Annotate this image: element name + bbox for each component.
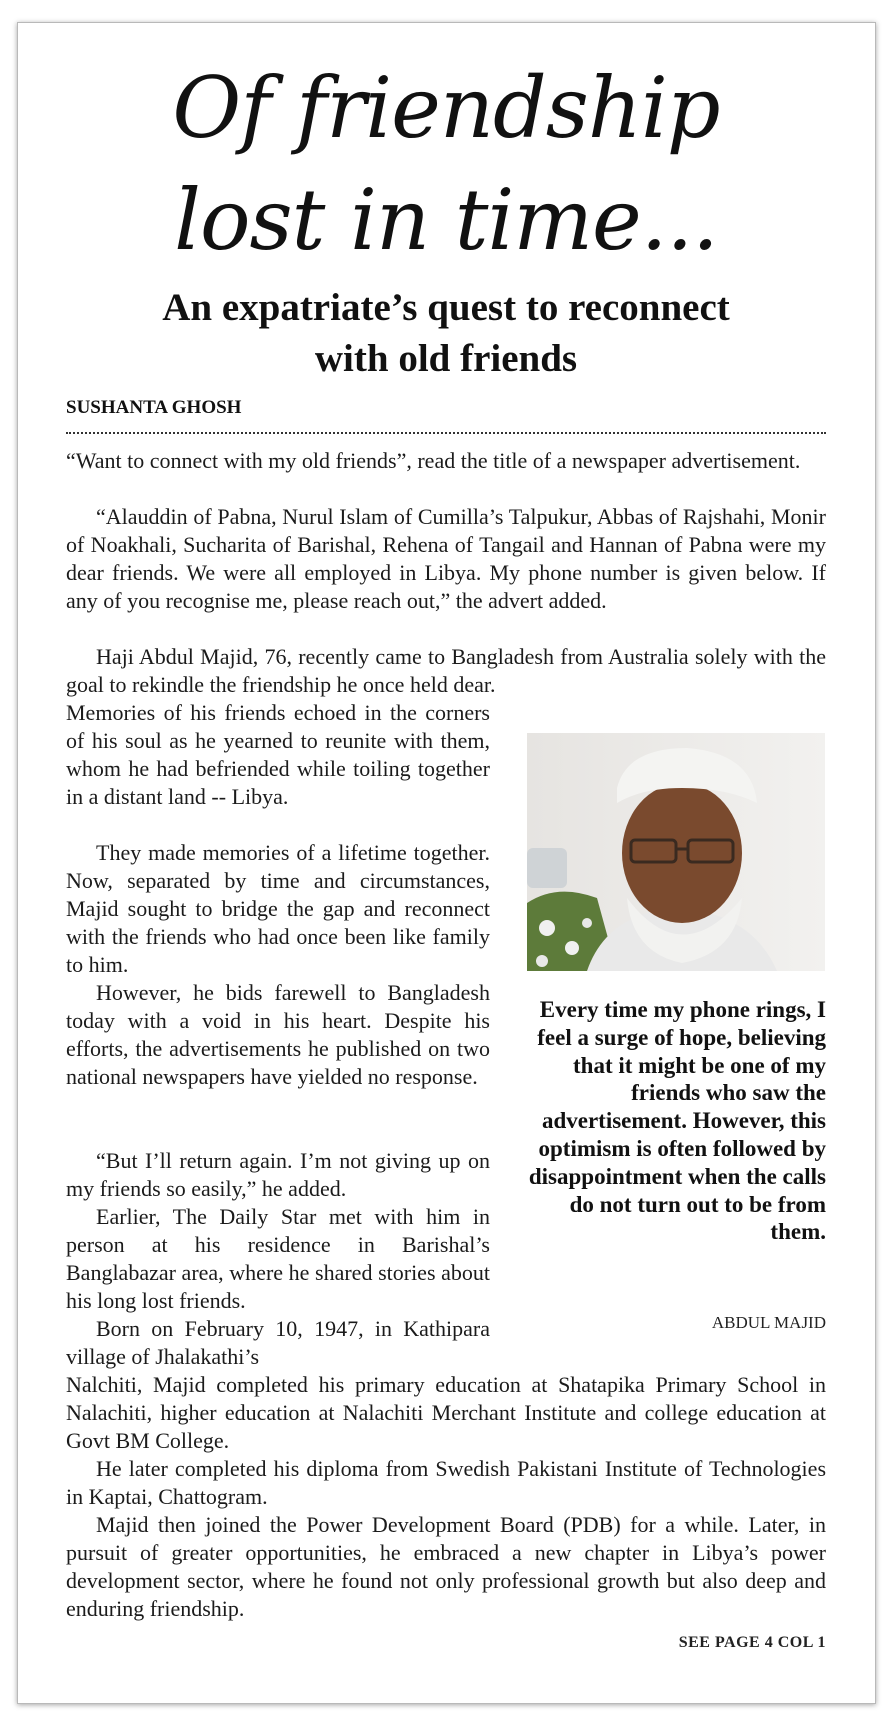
pull-quote-attribution: ABDUL MAJID bbox=[711, 1313, 826, 1332]
subheadline-line-2: with old friends bbox=[314, 337, 578, 380]
paragraph-8-start: Born on February 10, 1947, in Kathipara village of Jhalakathi’s bbox=[66, 1316, 490, 1369]
portrait-illustration bbox=[527, 733, 825, 971]
paragraph-8-continued: Nalchiti, Majid completed his primary education at Shatapika Primary School in Nalachiti, higher education at Nalachiti Merchant Institute and college education at Govt BM College. bbox=[66, 1372, 826, 1453]
paragraph-9: He later completed his diploma from Swedish Pakistani Institute of Technologies in Kaptai, Chattogram. bbox=[66, 1456, 826, 1509]
pull-quote: Every time my phone rings, I feel a surge of hope, believing that it might be one of my friends who saw the advertisement. However, this optimism is often followed by disappointment when the calls do not turn out to be from them. bbox=[528, 997, 826, 1245]
paragraph-6: “But I’ll return again. I’m not giving up on my friends so easily,” he added. bbox=[66, 1148, 490, 1201]
paragraph-3-continued: Memories of his friends echoed in the corners of his soul as he yearned to reunite with them, whom he had befriended while toiling together in a distant land -- Libya. bbox=[66, 700, 490, 809]
headline-line-1: Of friendship bbox=[172, 59, 720, 157]
headline-line-2: lost in time... bbox=[174, 171, 718, 269]
continued-on-page-link[interactable]: SEE PAGE 4 COL 1 bbox=[678, 1634, 826, 1651]
paragraph-5: However, he bids farewell to Bangladesh today with a void in his heart. Despite his efforts, the advertisements he published on two national newspapers have yielded no response. bbox=[66, 980, 490, 1089]
paragraph-4: They made memories of a lifetime together. Now, separated by time and circumstances, Majid sought to bridge the gap and reconnect with the friends who had once been like family to him. bbox=[66, 840, 490, 977]
subheadline-line-1: An expatriate’s quest to reconnect bbox=[162, 286, 730, 329]
paragraph-1: “Want to connect with my old friends”, read the title of a newspaper advertisement. bbox=[66, 448, 801, 473]
paragraph-7: Earlier, The Daily Star met with him in person at his residence in Barishal’s Banglabazar area, where he shared stories about his long lost friends. bbox=[66, 1204, 490, 1313]
dotted-divider bbox=[66, 432, 826, 434]
paragraph-3: Haji Abdul Majid, 76, recently came to Bangladesh from Australia solely with the goal to rekindle the friendship he once held dear. bbox=[66, 644, 826, 697]
subheadline bbox=[0, 282, 892, 384]
byline: SUSHANTA GHOSH bbox=[66, 397, 242, 418]
paragraph-10: Majid then joined the Power Development Board (PDB) for a while. Later, in pursuit of greater opportunities, he embraced a new chapter in Libya’s power development sector, where he found not only professional growth but also deep and enduring friendship. bbox=[66, 1512, 826, 1621]
portrait-photo bbox=[527, 733, 825, 971]
paragraph-2: “Alauddin of Pabna, Nurul Islam of Cumilla’s Talpukur, Abbas of Rajshahi, Monir of Noakhali, Sucharita of Barishal, Rehena of Tangail and Hannan of Pabna were my dear friends. We were all employed in Libya. My phone number is given below. If any of you recognise me, please reach out,” the advert added. bbox=[66, 504, 826, 613]
